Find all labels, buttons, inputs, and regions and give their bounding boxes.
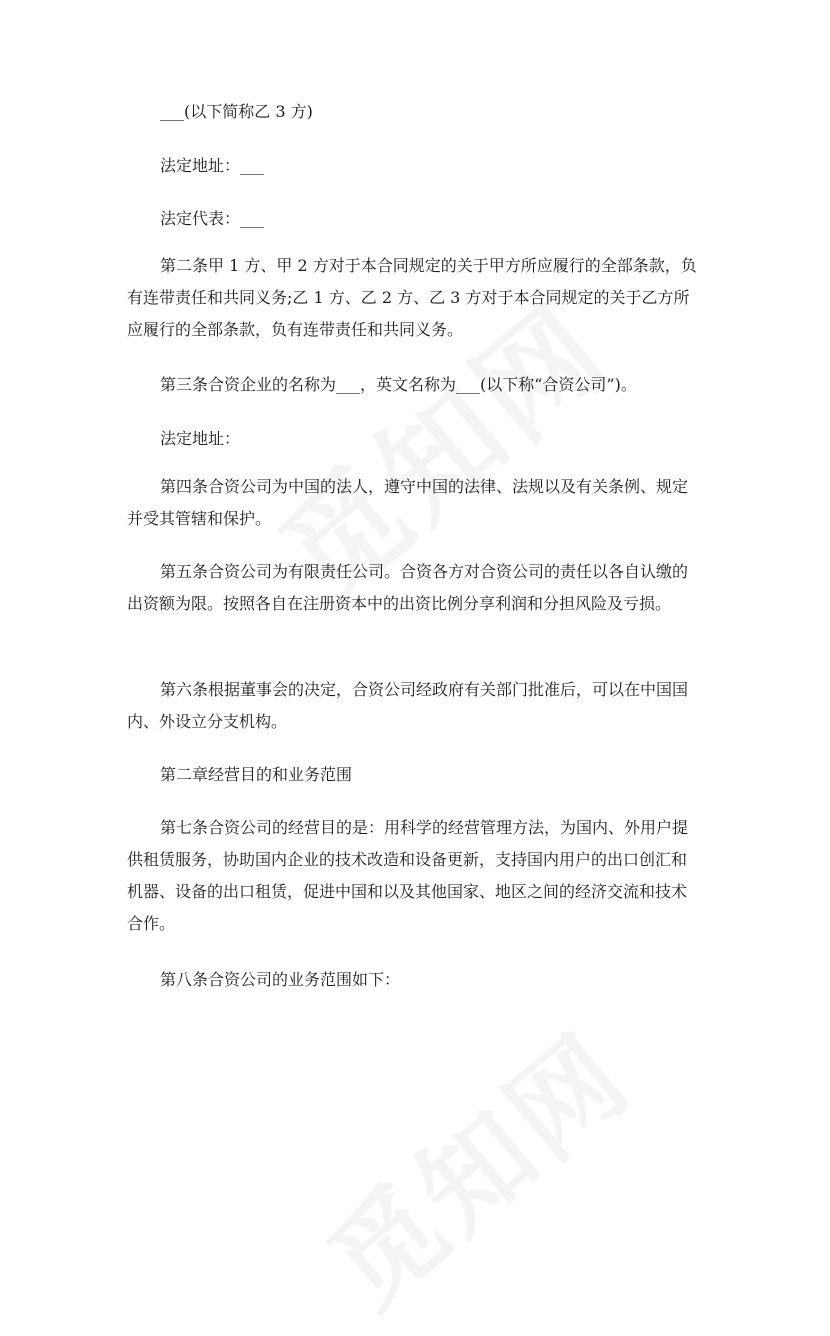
watermark-bottom	[290, 992, 658, 1336]
paragraph-legal-address-b3: 法定地址：___	[160, 156, 265, 175]
paragraph-article-5: 第五条合资公司为有限责任公司。合资各方对合资公司的责任以各自认缴的出资额为限。按照各自在注册资本中的出资比例分享利润和分担风险及亏损。	[127, 562, 689, 613]
paragraph-article-7: 第七条合资公司的经营目的是：用科学的经营管理方法，为国内、外用户提供租赁服务，协助国内企业的技术改造和设备更新，支持国内用户的出口创汇和机器、设备的出口租赁，促进中国和以及其他国家、地区之间的经济交流和技术合作。	[127, 818, 689, 933]
paragraph-legal-representative-b3: 法定代表：___	[160, 209, 265, 228]
paragraph-article-4: 第四条合资公司为中国的法人，遵守中国的法律、法规以及有关条例、规定并受其管辖和保护。	[127, 477, 689, 528]
paragraph-article-2: 第二条甲 1 方、甲 2 方对于本合同规定的关于甲方所应履行的全部条款，负有连带责任和共同义务;乙 1 方、乙 2 方、乙 3 方对于本合同规定的关于乙方所应履行的全部条款，负有连带责任和共同义务。	[127, 256, 697, 339]
chapter-2-heading: 第二章经营目的和业务范围	[160, 765, 353, 784]
paragraph-article-8: 第八条合资公司的业务范围如下：	[160, 970, 401, 989]
paragraph-article-3: 第三条合资企业的名称为___，英文名称为___(以下称“合资公司”)。	[160, 375, 637, 394]
paragraph-legal-address-jv: 法定地址：	[160, 429, 241, 448]
paragraph-article-6: 第六条根据董事会的决定，合资公司经政府有关部门批准后，可以在中国国内、外设立分支机构。	[127, 680, 689, 731]
paragraph-party-b3: ___(以下简称乙 3 方)	[160, 102, 313, 121]
